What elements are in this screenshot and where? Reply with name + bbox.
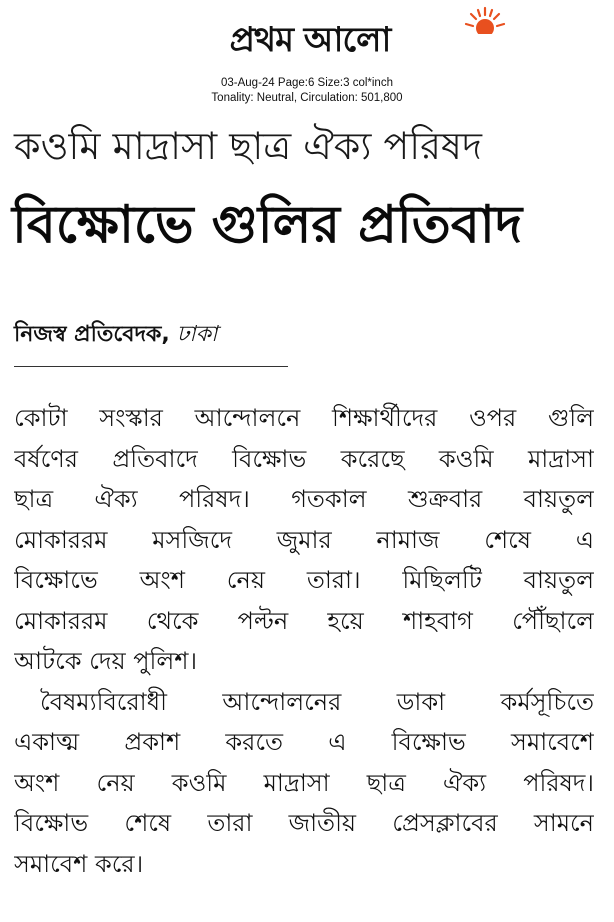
byline-author: নিজস্ব প্রতিবেদক, bbox=[14, 322, 170, 347]
newspaper-logo bbox=[175, 4, 445, 66]
logo-wordmark: প্রথম আলো bbox=[229, 20, 391, 60]
article-body bbox=[14, 398, 594, 884]
sun-icon bbox=[463, 6, 507, 34]
byline-place: ঢাকা bbox=[169, 322, 218, 347]
byline bbox=[14, 318, 414, 352]
body-line: অংশ নেয় কওমি মাদ্রাসা ছাত্র ঐক্য পরিষদ। bbox=[14, 768, 594, 797]
article-kicker: কওমি মাদ্রাসা ছাত্র ঐক্য পরিষদ bbox=[14, 124, 482, 168]
clipping-date-page-size: 03-Aug-24 Page:6 Size:3 col*inch bbox=[221, 77, 393, 89]
clipping-tonality-circulation: Tonality: Neutral, Circulation: 501,800 bbox=[211, 92, 403, 104]
body-line: ছাত্র ঐক্য পরিষদ। গতকাল শুক্রবার বায়তুল bbox=[14, 485, 594, 513]
body-line: একাত্ম প্রকাশ করতে এ বিক্ষোভ সমাবেশে bbox=[14, 728, 594, 756]
body-line: মোকাররম থেকে পল্টন হয়ে শাহবাগ পৌঁছালে bbox=[14, 606, 594, 635]
body-line: বিক্ষোভ শেষে তারা জাতীয় প্রেসক্লাবের সামনে bbox=[14, 809, 594, 837]
body-line: বিক্ষোভে অংশ নেয় তারা। মিছিলটি বায়তুল bbox=[14, 566, 594, 594]
body-line: আটকে দেয় পুলিশ। bbox=[14, 647, 198, 675]
body-line: মোকাররম মসজিদে জুমার নামাজ শেষে এ bbox=[14, 525, 594, 554]
body-line: বর্ষণের প্রতিবাদে বিক্ষোভ করেছে কওমি মাদ্রাসা bbox=[14, 444, 594, 473]
byline-divider bbox=[14, 366, 288, 367]
article-headline: বিক্ষোভে গুলির প্রতিবাদ bbox=[12, 195, 523, 255]
body-line: কোটা সংস্কার আন্দোলনে শিক্ষার্থীদের ওপর গুলি bbox=[14, 404, 594, 432]
masthead bbox=[0, 0, 614, 110]
body-line: বৈষম্যবিরোধী আন্দোলনের ডাকা কর্মসূচিতে bbox=[40, 687, 594, 716]
body-line: সমাবেশ করে। bbox=[14, 849, 144, 878]
